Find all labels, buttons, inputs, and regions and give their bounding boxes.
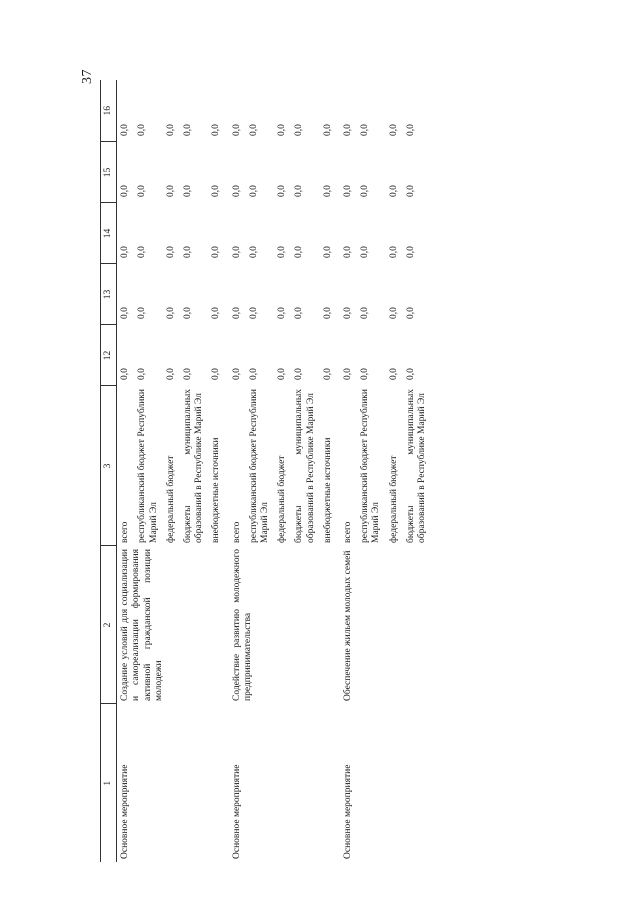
value-cell: 0,0 bbox=[120, 368, 131, 380]
value-cell: 0,0 bbox=[322, 185, 333, 197]
funding-source-cell: республиканский бюджет Республики Марий Эл bbox=[248, 389, 271, 543]
table-row bbox=[340, 80, 360, 862]
funding-source-cell: федеральный бюджет bbox=[277, 455, 288, 543]
value-cell: 0,0 bbox=[231, 307, 242, 319]
value-cell: 0,0 bbox=[360, 307, 371, 319]
value-cell: 0,0 bbox=[294, 307, 305, 319]
value-cell: 0,0 bbox=[120, 124, 131, 136]
value-cell: 0,0 bbox=[248, 124, 259, 136]
value-cell: 0,0 bbox=[137, 185, 148, 197]
value-cell: 0,0 bbox=[137, 124, 148, 136]
value-cell: 0,0 bbox=[294, 368, 305, 380]
value-cell: 0,0 bbox=[120, 246, 131, 258]
value-cell: 0,0 bbox=[183, 307, 194, 319]
value-cell: 0,0 bbox=[322, 368, 333, 380]
value-cell: 0,0 bbox=[388, 368, 399, 380]
value-cell: 0,0 bbox=[165, 307, 176, 319]
funding-source-cell: всего bbox=[343, 521, 354, 543]
value-cell: 0,0 bbox=[277, 185, 288, 197]
value-cell: 0,0 bbox=[277, 368, 288, 380]
value-cell: 0,0 bbox=[165, 368, 176, 380]
value-cell: 0,0 bbox=[120, 185, 131, 197]
funding-source-cell: бюджеты муниципальных образований в Республике Марий Эл bbox=[183, 389, 205, 543]
table-row bbox=[229, 80, 249, 862]
activity-name-cell: Обеспечение жильем молодых семей bbox=[343, 550, 354, 701]
value-cell: 0,0 bbox=[137, 368, 148, 380]
funding-source-cell: внебюджетные источники bbox=[322, 437, 333, 543]
value-cell: 0,0 bbox=[137, 307, 148, 319]
rotated-table-container bbox=[100, 80, 540, 862]
value-cell: 0,0 bbox=[183, 368, 194, 380]
funding-source-cell: внебюджетные источники bbox=[211, 437, 222, 543]
value-cell: 0,0 bbox=[294, 246, 305, 258]
funding-source-cell: бюджеты муниципальных образований в Республике Марий Эл bbox=[405, 389, 428, 543]
value-cell: 0,0 bbox=[277, 307, 288, 319]
value-cell: 0,0 bbox=[120, 307, 131, 319]
value-cell: 0,0 bbox=[343, 368, 354, 380]
value-cell: 0,0 bbox=[405, 124, 416, 136]
value-cell: 0,0 bbox=[343, 246, 354, 258]
value-cell: 0,0 bbox=[231, 246, 242, 258]
value-cell: 0,0 bbox=[388, 185, 399, 197]
value-cell: 0,0 bbox=[165, 124, 176, 136]
value-cell: 0,0 bbox=[231, 368, 242, 380]
activity-type-cell: Основное мероприятие bbox=[231, 764, 242, 859]
table-body bbox=[117, 80, 435, 862]
column-header: 12 bbox=[101, 325, 117, 386]
value-cell: 0,0 bbox=[211, 246, 222, 258]
value-cell: 0,0 bbox=[343, 185, 354, 197]
value-cell: 0,0 bbox=[248, 246, 259, 258]
value-cell: 0,0 bbox=[183, 246, 194, 258]
value-cell: 0,0 bbox=[165, 185, 176, 197]
value-cell: 0,0 bbox=[277, 246, 288, 258]
value-cell: 0,0 bbox=[322, 124, 333, 136]
value-cell: 0,0 bbox=[137, 246, 148, 258]
value-cell: 0,0 bbox=[322, 246, 333, 258]
value-cell: 0,0 bbox=[248, 307, 259, 319]
value-cell: 0,0 bbox=[360, 124, 371, 136]
value-cell: 0,0 bbox=[343, 124, 354, 136]
funding-source-cell: всего bbox=[231, 521, 242, 543]
header-row bbox=[101, 80, 117, 862]
value-cell: 0,0 bbox=[183, 124, 194, 136]
value-cell: 0,0 bbox=[231, 185, 242, 197]
value-cell: 0,0 bbox=[405, 246, 416, 258]
column-header: 2 bbox=[101, 546, 117, 704]
value-cell: 0,0 bbox=[211, 368, 222, 380]
activity-name-cell: Создание условий для социализации и самореализации формирования активной гражданской позиции молодежи bbox=[120, 549, 164, 701]
value-cell: 0,0 bbox=[405, 185, 416, 197]
value-cell: 0,0 bbox=[294, 124, 305, 136]
value-cell: 0,0 bbox=[248, 368, 259, 380]
value-cell: 0,0 bbox=[211, 185, 222, 197]
column-header: 3 bbox=[101, 386, 117, 546]
value-cell: 0,0 bbox=[405, 307, 416, 319]
value-cell: 0,0 bbox=[183, 185, 194, 197]
value-cell: 0,0 bbox=[360, 185, 371, 197]
funding-source-cell: всего bbox=[120, 521, 131, 543]
value-cell: 0,0 bbox=[343, 307, 354, 319]
value-cell: 0,0 bbox=[360, 246, 371, 258]
value-cell: 0,0 bbox=[231, 124, 242, 136]
value-cell: 0,0 bbox=[211, 124, 222, 136]
value-cell: 0,0 bbox=[248, 185, 259, 197]
value-cell: 0,0 bbox=[388, 246, 399, 258]
value-cell: 0,0 bbox=[388, 124, 399, 136]
value-cell: 0,0 bbox=[322, 307, 333, 319]
column-header: 1 bbox=[101, 704, 117, 862]
value-cell: 0,0 bbox=[388, 307, 399, 319]
page-number: 37 bbox=[80, 69, 95, 84]
value-cell: 0,0 bbox=[405, 368, 416, 380]
table-row bbox=[117, 80, 138, 862]
activity-type-cell: Основное мероприятие bbox=[343, 764, 354, 859]
value-cell: 0,0 bbox=[277, 124, 288, 136]
activity-name-cell: Содействие развитию молодежного предпринимательства bbox=[231, 549, 253, 701]
funding-source-cell: республиканский бюджет Республики Марий Эл bbox=[137, 389, 159, 543]
value-cell: 0,0 bbox=[360, 368, 371, 380]
funding-source-cell: федеральный бюджет bbox=[165, 455, 176, 543]
value-cell: 0,0 bbox=[211, 307, 222, 319]
funding-source-cell: республиканский бюджет Республики Марий Эл bbox=[360, 389, 382, 543]
value-cell: 0,0 bbox=[165, 246, 176, 258]
funding-source-cell: федеральный бюджет bbox=[388, 455, 399, 543]
column-header: 13 bbox=[101, 264, 117, 325]
column-header: 16 bbox=[101, 80, 117, 142]
program-funding-table bbox=[100, 80, 434, 862]
column-header: 14 bbox=[101, 203, 117, 264]
activity-type-cell: Основное мероприятие bbox=[120, 764, 131, 859]
value-cell: 0,0 bbox=[294, 185, 305, 197]
column-header: 15 bbox=[101, 142, 117, 203]
funding-source-cell: бюджеты муниципальных образований в Республике Марий Эл bbox=[294, 389, 316, 543]
